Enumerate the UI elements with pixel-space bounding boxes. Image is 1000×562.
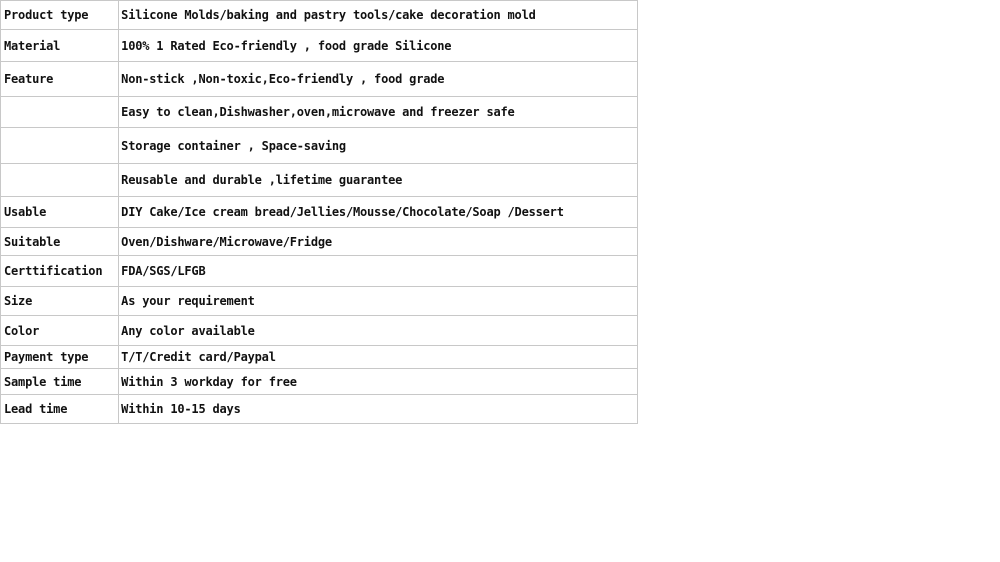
table-row	[1, 346, 638, 369]
table-row	[1, 97, 638, 128]
row-value: Easy to clean,Dishwasher,oven,microwave and freezer safe	[119, 97, 638, 128]
table-row	[1, 228, 638, 256]
table-row	[1, 30, 638, 62]
table-row	[1, 256, 638, 287]
row-value: Oven/Dishware/Microwave/Fridge	[119, 228, 638, 256]
row-value: 100% 1 Rated Eco-friendly , food grade Silicone	[119, 30, 638, 62]
row-value: Any color available	[119, 316, 638, 346]
row-label: Payment type	[1, 346, 119, 369]
table-row	[1, 197, 638, 228]
table-row	[1, 287, 638, 316]
row-label: Material	[1, 30, 119, 62]
row-label	[1, 128, 119, 164]
row-value: Storage container , Space-saving	[119, 128, 638, 164]
row-value: T/T/Credit card/Paypal	[119, 346, 638, 369]
row-value: Silicone Molds/baking and pastry tools/cake decoration mold	[119, 1, 638, 30]
row-label: Lead time	[1, 395, 119, 424]
row-label: Product type	[1, 1, 119, 30]
row-value: Within 10-15 days	[119, 395, 638, 424]
row-value: As your requirement	[119, 287, 638, 316]
row-value: Within 3 workday for free	[119, 369, 638, 395]
table-row	[1, 369, 638, 395]
row-label	[1, 164, 119, 197]
row-label: Suitable	[1, 228, 119, 256]
row-value: Reusable and durable ,lifetime guarantee	[119, 164, 638, 197]
row-label: Certtification	[1, 256, 119, 287]
row-label: Size	[1, 287, 119, 316]
row-value: Non-stick ,Non-toxic,Eco-friendly , food grade	[119, 62, 638, 97]
table-row	[1, 62, 638, 97]
row-label: Feature	[1, 62, 119, 97]
row-label: Color	[1, 316, 119, 346]
row-label: Usable	[1, 197, 119, 228]
row-label: Sample time	[1, 369, 119, 395]
row-value: FDA/SGS/LFGB	[119, 256, 638, 287]
table-row	[1, 1, 638, 30]
table-row	[1, 164, 638, 197]
row-label	[1, 97, 119, 128]
table-row	[1, 395, 638, 424]
table-row	[1, 316, 638, 346]
row-value: DIY Cake/Ice cream bread/Jellies/Mousse/Chocolate/Soap /Dessert	[119, 197, 638, 228]
table-row	[1, 128, 638, 164]
spec-table-body	[1, 1, 638, 424]
spec-table	[0, 0, 638, 424]
